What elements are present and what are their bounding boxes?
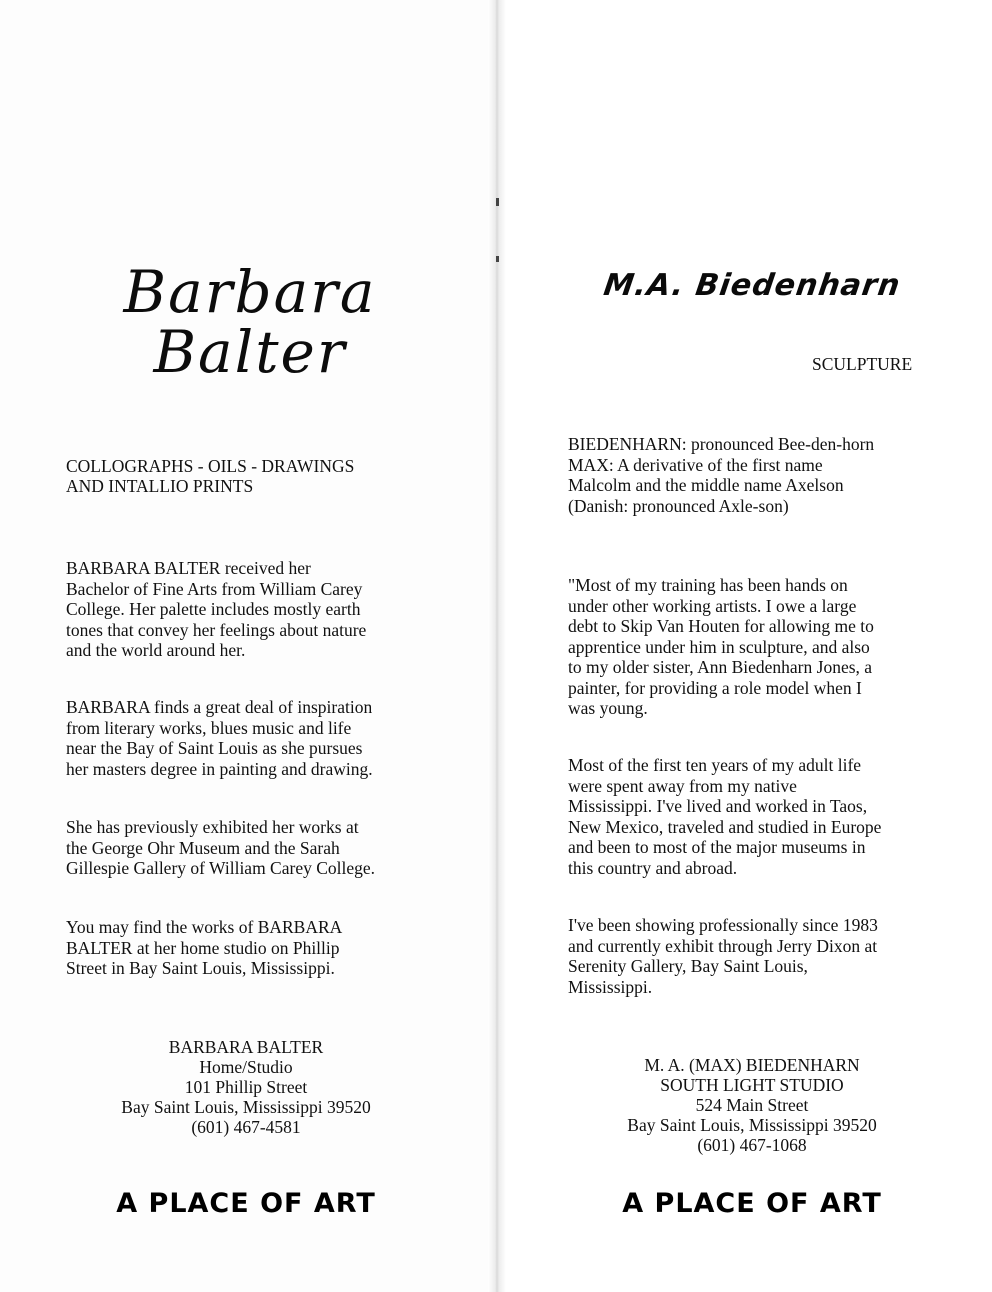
bio-paragraph-inspiration: BARBARA finds a great deal of inspiration from literary works, blues music and life near the Bay of Saint Louis as she pursues her masters degree in painting and drawing. [66, 697, 373, 779]
fold-mark [496, 198, 499, 206]
mediums-heading: COLLOGRAPHS - OILS - DRAWINGS AND INTALLIO PRINTS [66, 456, 355, 496]
bio-paragraph-exhibitions: She has previously exhibited her works at the George Ohr Museum and the Sarah Gillespie Gallery of William Carey College. [66, 817, 376, 878]
contact-block: BARBARA BALTER Home/Studio 101 Phillip Street Bay Saint Louis, Mississippi 39520 (601) 467-4581 [121, 1037, 371, 1137]
artist-signature: M.A. Biedenharn [601, 268, 903, 303]
fold-mark [496, 256, 499, 262]
bio-paragraph-travels: Most of the first ten years of my adult life were spent away from my native Mississippi. I've lived and worked in Taos, New Mexico, traveled and studied in Europe and been to most of the major museums in this country and abroad. [568, 755, 882, 878]
bio-paragraph-studio: You may find the works of BARBARA BALTER at her home studio on Phillip Street in Bay Saint Louis, Mississippi. [66, 917, 343, 978]
bio-paragraph-exhibitions: I've been showing professionally since 1983 and currently exhibit through Jerry Dixon at Serenity Gallery, Bay Saint Louis, Mississippi. [568, 915, 878, 997]
bio-paragraph-education: BARBARA BALTER received her Bachelor of Fine Arts from William Carey College. Her palette includes mostly earth tones that convey her feelings about nature and the world around her. [66, 558, 367, 660]
page-fold [488, 0, 506, 1292]
place-of-art-banner: A PLACE OF ART [116, 1188, 376, 1219]
bio-paragraph-training: "Most of my training has been hands on under other working artists. I owe a large debt to Skip Van Houten for allowing me to apprentice under him in sculpture, and also to my older sister, Ann Biedenharn Jones, a painter, for providing a role model when I was young. [568, 575, 874, 718]
place-of-art-banner: A PLACE OF ART [622, 1188, 882, 1219]
pronunciation-paragraph: BIEDENHARN: pronounced Bee-den-horn MAX: A derivative of the first name Malcolm and the middle name Axelson (Danish: pronounced Axle-son) [568, 434, 875, 516]
artist-name-script-title: Barbara Balter [123, 258, 377, 386]
contact-block: M. A. (MAX) BIEDENHARN SOUTH LIGHT STUDIO 524 Main Street Bay Saint Louis, Mississippi 39520 (601) 467-1068 [627, 1055, 877, 1155]
medium-label: SCULPTURE [812, 354, 913, 374]
